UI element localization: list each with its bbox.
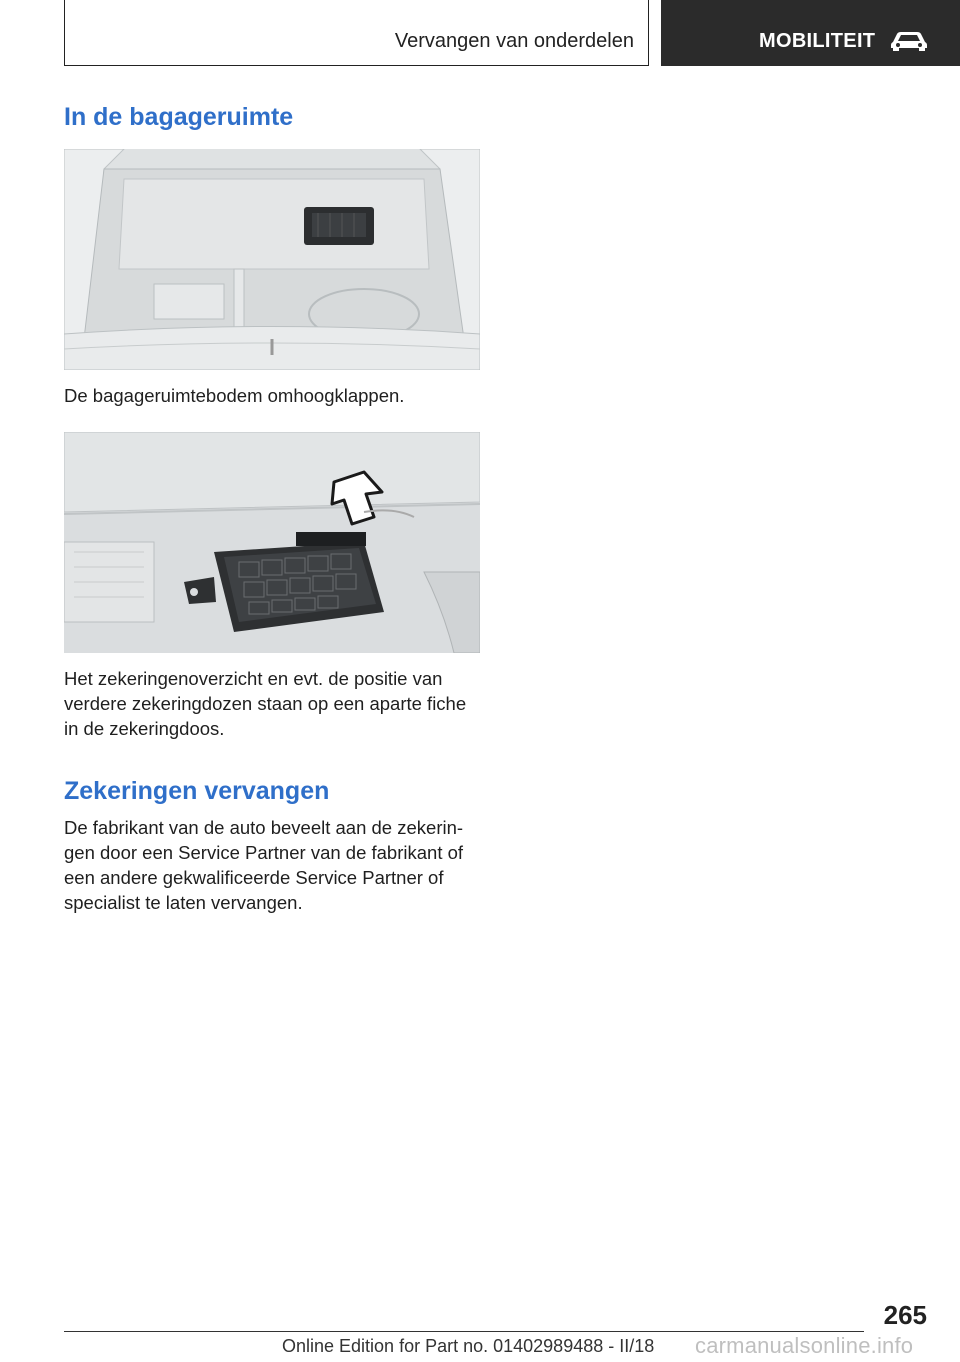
chapter-title: MOBILITEIT xyxy=(759,30,876,52)
caption-line: verdere zekeringdozen staan op een aparte fiche xyxy=(64,693,467,714)
section-title: Vervangen van onderdelen xyxy=(394,30,634,52)
caption-fuse-overview xyxy=(64,666,484,741)
caption-line: in de zekeringdoos. xyxy=(64,718,225,739)
section-heading-luggage: In de bagageruimte xyxy=(64,103,294,131)
body-line: specialist te laten vervangen. xyxy=(64,892,303,913)
section-heading-replace-fuses: Zekeringen vervangen xyxy=(64,777,330,805)
body-line: De fabrikant van de auto beveelt aan de zekerin- xyxy=(64,817,464,838)
body-line: een andere gekwalificeerde Service Partner of xyxy=(64,867,444,888)
caption-line: De bagageruimtebodem omhoogklappen. xyxy=(64,385,405,406)
watermark: carmanualsonline.info xyxy=(695,1333,914,1358)
caption-line: Het zekeringenoverzicht en evt. de positie van xyxy=(64,668,443,689)
body-line: gen door een Service Partner van de fabrikant of xyxy=(64,842,464,863)
running-header xyxy=(64,0,649,66)
fuse-box-illustration xyxy=(64,432,480,653)
caption-fold-up-floor xyxy=(64,383,484,408)
car-icon xyxy=(889,28,929,52)
page-number: 265 xyxy=(883,1300,927,1330)
body-text-replace-fuses xyxy=(64,815,484,915)
chapter-tab xyxy=(661,0,960,66)
luggage-floor-illustration xyxy=(64,149,480,370)
edition-text: Online Edition for Part no. 01402989488 - II/18 xyxy=(282,1336,655,1356)
footer-divider xyxy=(64,1331,864,1332)
